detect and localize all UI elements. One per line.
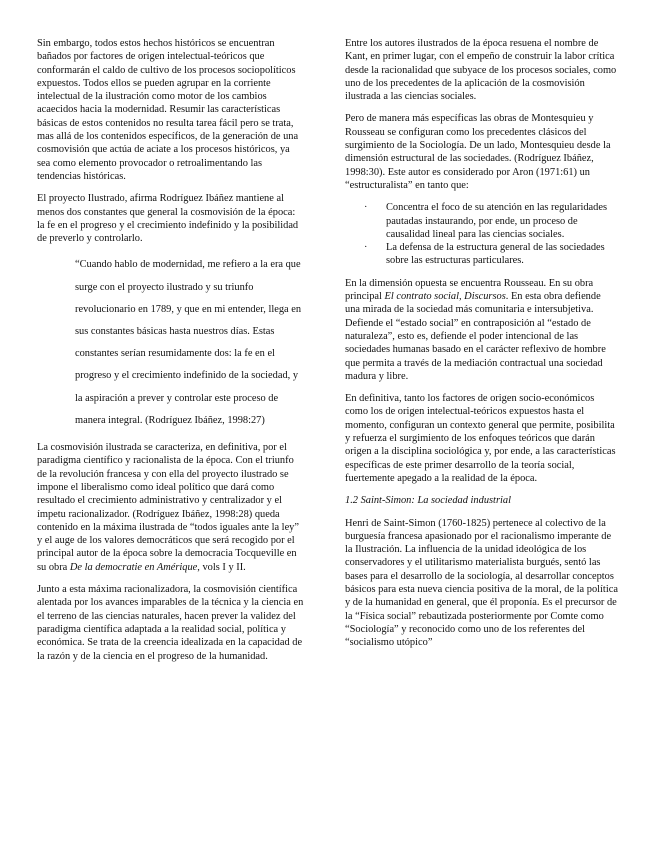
paragraph: Henri de Saint-Simon (1760-1825) pertenece al colectivo de la burguesía francesa apasionado por el racionalismo imperante de la Ilustración. La influencia de la unidad ideológica de los conservadores y el utilitarismo materialista burgués, sentó las bases para el desarrollo de la sociología, al desarrollar conceptos básicos para esta nueva ciencia positiva de la moral, de la política y de la humanidad en general, que él proponía. Es el precursor de la “Física social” rebautizada posteriormente por Comte como “Sociología” y reconocido como uno de los referentes del “socialismo utópico”	[345, 517, 618, 649]
paragraph	[37, 441, 304, 574]
book-title: De la democratie en Amérique	[69, 561, 198, 573]
paragraph-text: , vols I y II.	[197, 561, 246, 573]
list-item-text: La defensa de la estructura general de las sociedades sobre las estructuras particulares.	[386, 242, 605, 267]
section-heading: 1.2 Saint-Simon: La sociedad industrial	[345, 495, 511, 507]
book-title: El contrato social, Discursos	[384, 291, 506, 303]
block-quote: “Cuando hablo de modernidad, me refiero a la era que surge con el proyecto ilustrado y su triunfo revolucionario en 1789, y que en mi entender, llega en sus constantes básicas hasta nuestros días. Estas constantes serían resumidamente dos: la fe en el progreso y el crecimiento indefinido de la sociedad, y la aspiración a prever y controlar este proceso de manera integral. (Rodríguez Ibáñez, 1998:27)	[75, 259, 302, 426]
right-column	[345, 37, 618, 658]
bullet-icon: ·	[364, 242, 368, 254]
bullet-icon: ·	[364, 202, 368, 214]
paragraph: En definitiva, tanto los factores de origen socio-económicos como los de origen intelectual-teóricos expuestos hasta el momento, configuran un contexto general que permite, posibilita y refuerza el surgimiento de los enfoques teóricos que darán origen a la disciplina sociológica y, por ende, a las características específicas de este primer desarrollo de la teoría social, fuertemente apegado a la realidad de la época.	[345, 393, 616, 484]
paragraph: Sin embargo, todos estos hechos históricos se encuentran bañados por factores de origen intelectual-teóricos que conformarán el caldo de cultivo de los procesos sociopolíticos expuestos. Todos ellos se pueden agrupar en la corriente intelectual de la ilustración como motor de los cambios acaecidos hacia la modernidad. Resumir las características básicas de estos contenidos no resulta tarea fácil pero se trata, mas allá de los contenidos específicos, de la generación de una cosmovisión que actúa de aciate a los procesos históricos, ya sea como elemento provocador o retroalimentando las tendencias históricas.	[37, 38, 299, 182]
list-item	[345, 201, 618, 241]
bullet-list	[345, 201, 618, 267]
paragraph-text: . En esta obra defiende una mirada de la sociedad más comunitaria e intersubjetiva. Defiende el “estado social” en contraposición al “estado de naturaleza”, esto es, defiende el poder intencional de las sociedades humanas basado en el carácter reflexivo de hombre que permita a través de la mediación contractual una sociedad madura y libre.	[345, 291, 606, 382]
paragraph: Pero de manera más específicas las obras de Montesquieu y Rousseau se configuran como los precedentes clásicos del surgimiento de la Sociología. De un lado, Montesquieu desde la dimensión estructural de las sociedades. (Rodríguez Ibáñez, 1998:30). Este autor es considerado por Aron (1971:61) un “estructuralista” en tanto que:	[345, 113, 611, 191]
paragraph-text: La cosmovisión ilustrada se caracteriza, en definitiva, por el paradigma científico y racionalista de la época. Con el triunfo de la revolución francesa y con ella del proyecto ilustrado se impone el liberalismo como ideal político que dará como resultado el crecimiento administrativo y centralizador y el ímpetu racionalizador. (Rodríguez Ibáñez, 1998:28) queda contenido en la máxima ilustrada de “todos iguales ante la ley” y el auge de los valores democráticos que será recogido por el principal autor de la época sobre la democracia Tocqueville en su obra	[37, 442, 299, 573]
paragraph: Entre los autores ilustrados de la época resuena el nombre de Kant, en primer lugar, con el empeño de construir la labor crítica desde la racionalidad que subyace de los procesos sociales, como uno de los precedentes de la aplicación de la cosmovisión ilustrada a las ciencias sociales.	[345, 38, 617, 103]
list-item-text: Concentra el foco de su atención en las regularidades pautadas instaurando, por ende, un proceso de causalidad lineal para las ciencias sociales.	[386, 202, 607, 240]
list-item	[345, 241, 618, 268]
left-column	[37, 37, 304, 672]
paragraph	[345, 277, 618, 383]
paragraph: Junto a esta máxima racionalizadora, la cosmovisión científica alentada por los avances imparables de la técnica y la ciencia en el terreno de las ciencias naturales, hacen prever la validez del paradigma científica adaptada a la realidad social, política y económica. Se trata de la creencia idealizada en la capacidad de la razón y de la ciencia en el progreso de la humanidad.	[37, 584, 304, 662]
paragraph: El proyecto Ilustrado, afirma Rodríguez Ibáñez mantiene al menos dos constantes que general la cosmovisión de la época: la fe en el progreso y el crecimiento indefinido y la posibilidad de preverlo y controlarlo.	[37, 193, 299, 245]
paragraph-text: En la dimensión opuesta se encuentra Rousseau. En su obra principal	[345, 277, 594, 303]
